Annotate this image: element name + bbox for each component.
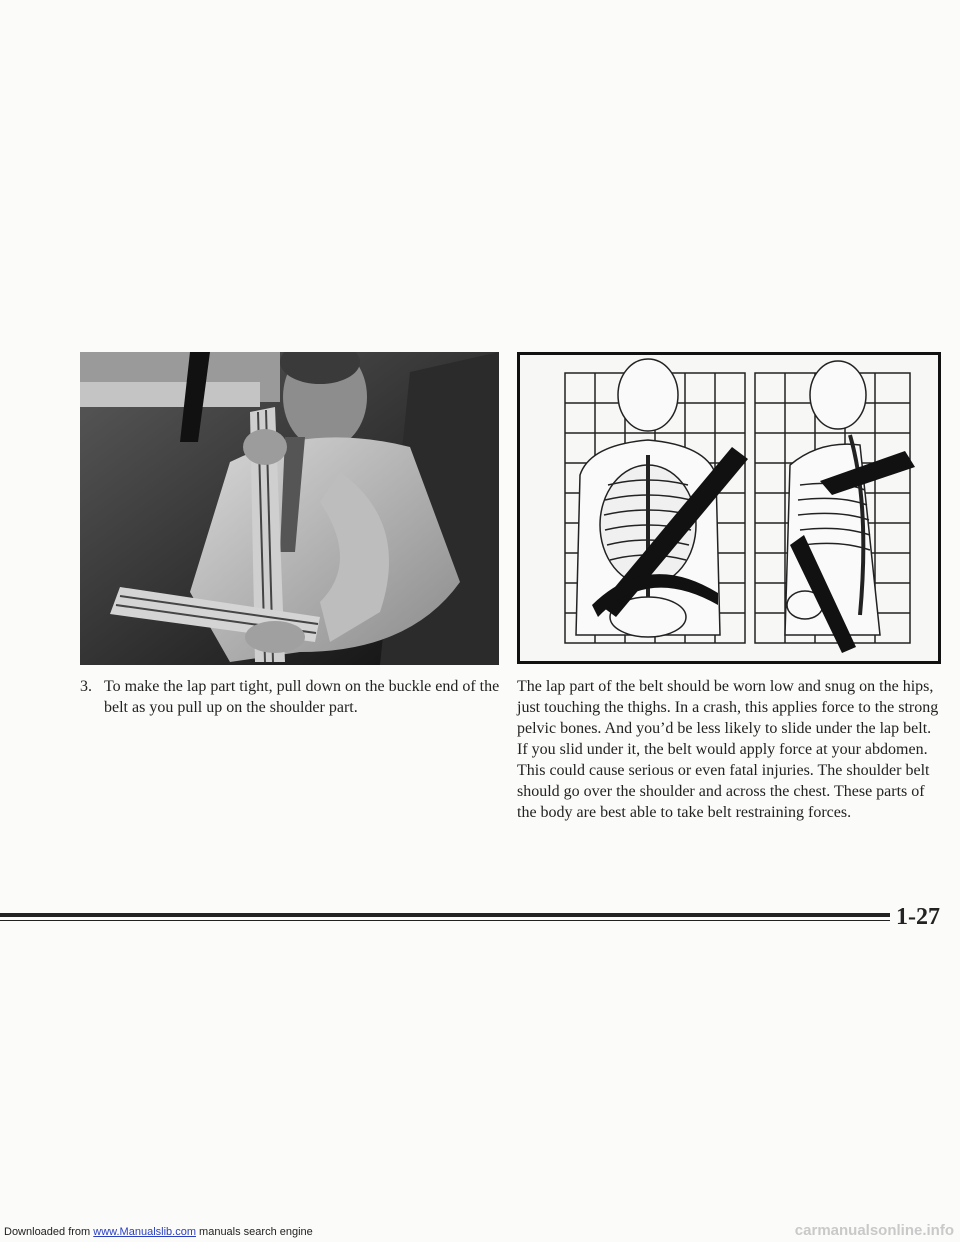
step-number: 3.	[80, 678, 92, 695]
footer-rule-thick	[0, 913, 928, 917]
footer-rule-thin	[0, 920, 928, 921]
seatbelt-photo	[80, 352, 499, 665]
step-text: To make the lap part tight, pull down on the buckle end of the belt as you pull up on the shoulder part.	[104, 678, 500, 716]
download-notice	[4, 1226, 313, 1238]
page-number: 1-27	[890, 904, 940, 931]
download-prefix: Downloaded from	[4, 1226, 94, 1238]
download-suffix: manuals search engine	[195, 1226, 313, 1238]
manualslib-link[interactable]: www.Manualslib.com	[93, 1226, 196, 1238]
watermark-text: carmanualsonline.info	[794, 1222, 954, 1239]
step-three	[80, 676, 500, 718]
belt-position-diagram	[517, 352, 941, 664]
body-paragraph: The lap part of the belt should be worn low and snug on the hips, just touching the thighs. In a crash, this applies force to the strong pelvic bones. And you’d be less likely to slide under the lap belt. If you slid under it, the belt would apply force at your abdomen. This could cause serious or even fatal injuries. The shoulder belt should go over the shoulder and across the chest. These parts of the body are best able to take belt restraining forces.	[517, 678, 939, 821]
